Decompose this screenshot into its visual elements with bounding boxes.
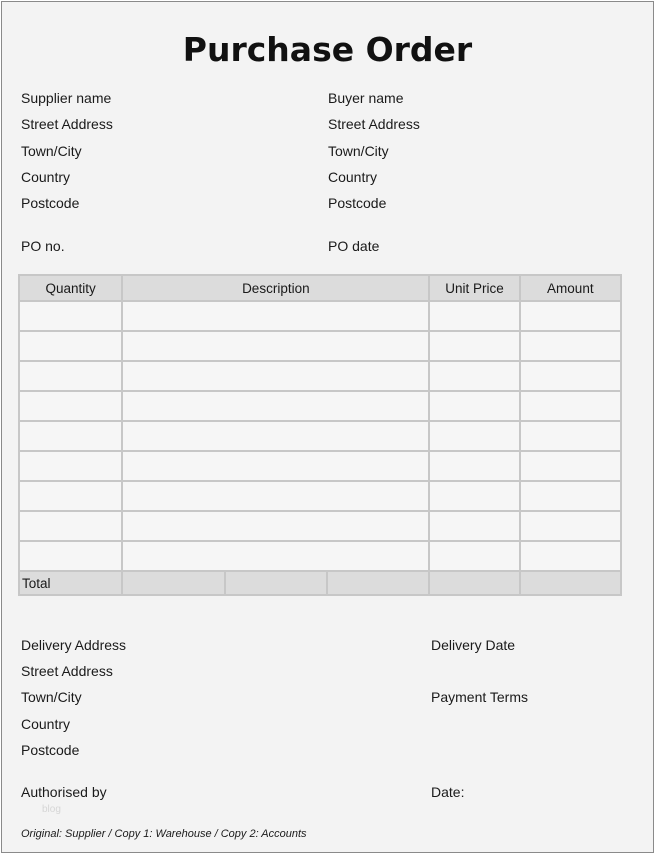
- description-cell[interactable]: [122, 301, 429, 331]
- delivery-town-label: Town/City: [21, 689, 82, 705]
- quantity-cell[interactable]: [19, 541, 122, 571]
- table-row: [19, 481, 621, 511]
- table-row: [19, 391, 621, 421]
- order-items-table: [18, 274, 622, 596]
- total-amount-cell[interactable]: [520, 571, 621, 595]
- table-row: [19, 301, 621, 331]
- quantity-header: Quantity: [19, 275, 122, 301]
- delivery-street-label: Street Address: [21, 663, 113, 679]
- po-number-label: PO no.: [21, 238, 65, 254]
- description-cell[interactable]: [122, 361, 429, 391]
- unit-price-cell[interactable]: [429, 421, 519, 451]
- total-cell[interactable]: [429, 571, 519, 595]
- total-cell[interactable]: [225, 571, 327, 595]
- amount-cell[interactable]: [520, 511, 621, 541]
- delivery-date-label: Delivery Date: [431, 637, 516, 653]
- unit-price-cell[interactable]: [429, 331, 519, 361]
- description-cell[interactable]: [122, 541, 429, 571]
- quantity-cell[interactable]: [19, 391, 122, 421]
- watermark-text: blog: [42, 804, 61, 815]
- total-cell[interactable]: [122, 571, 224, 595]
- supplier-name-label: Supplier name: [21, 90, 112, 106]
- amount-header: Amount: [520, 275, 621, 301]
- amount-cell[interactable]: [520, 331, 621, 361]
- quantity-cell[interactable]: [19, 361, 122, 391]
- amount-cell[interactable]: [520, 451, 621, 481]
- table-row: [19, 361, 621, 391]
- page-title: Purchase Order: [182, 30, 473, 69]
- amount-cell[interactable]: [520, 541, 621, 571]
- table-row: [19, 331, 621, 361]
- unit-price-cell[interactable]: [429, 301, 519, 331]
- quantity-cell[interactable]: [19, 481, 122, 511]
- table-row: [19, 541, 621, 571]
- total-label: Total: [19, 571, 122, 595]
- amount-cell[interactable]: [520, 421, 621, 451]
- quantity-cell[interactable]: [19, 301, 122, 331]
- amount-cell[interactable]: [520, 361, 621, 391]
- quantity-cell[interactable]: [19, 331, 122, 361]
- table-row: [19, 421, 621, 451]
- supplier-country-label: Country: [21, 169, 71, 185]
- unit-price-cell[interactable]: [429, 481, 519, 511]
- description-cell[interactable]: [122, 511, 429, 541]
- delivery-postcode-label: Postcode: [21, 742, 80, 758]
- description-cell[interactable]: [122, 451, 429, 481]
- buyer-postcode-label: Postcode: [328, 195, 387, 211]
- payment-terms-label: Payment Terms: [431, 689, 528, 705]
- purchase-order-page: [1, 1, 654, 853]
- total-row: [19, 571, 621, 595]
- table-row: [19, 451, 621, 481]
- amount-cell[interactable]: [520, 391, 621, 421]
- total-cell[interactable]: [327, 571, 429, 595]
- unit-price-cell[interactable]: [429, 541, 519, 571]
- supplier-street-label: Street Address: [21, 116, 113, 132]
- po-date-label: PO date: [328, 238, 380, 254]
- copy-distribution-note: Original: Supplier / Copy 1: Warehouse / Copy 2: Accounts: [21, 828, 307, 840]
- description-header: Description: [122, 275, 429, 301]
- description-cell[interactable]: [122, 421, 429, 451]
- description-cell[interactable]: [122, 481, 429, 511]
- supplier-town-label: Town/City: [21, 143, 82, 159]
- unit-price-cell[interactable]: [429, 451, 519, 481]
- table-row: [19, 511, 621, 541]
- amount-cell[interactable]: [520, 301, 621, 331]
- unit-price-cell[interactable]: [429, 361, 519, 391]
- unit-price-cell[interactable]: [429, 391, 519, 421]
- unit-price-header: Unit Price: [429, 275, 519, 301]
- quantity-cell[interactable]: [19, 451, 122, 481]
- supplier-postcode-label: Postcode: [21, 195, 80, 211]
- authorised-by-label: Authorised by: [21, 784, 107, 800]
- buyer-name-label: Buyer name: [328, 90, 404, 106]
- item-rows: [19, 301, 621, 571]
- buyer-country-label: Country: [328, 169, 378, 185]
- delivery-address-label: Delivery Address: [21, 637, 127, 653]
- buyer-street-label: Street Address: [328, 116, 420, 132]
- buyer-town-label: Town/City: [328, 143, 389, 159]
- quantity-cell[interactable]: [19, 511, 122, 541]
- description-cell[interactable]: [122, 331, 429, 361]
- amount-cell[interactable]: [520, 481, 621, 511]
- unit-price-cell[interactable]: [429, 511, 519, 541]
- table-header-row: [19, 275, 621, 301]
- signoff-date-label: Date:: [431, 784, 465, 800]
- quantity-cell[interactable]: [19, 421, 122, 451]
- delivery-country-label: Country: [21, 716, 71, 732]
- description-cell[interactable]: [122, 391, 429, 421]
